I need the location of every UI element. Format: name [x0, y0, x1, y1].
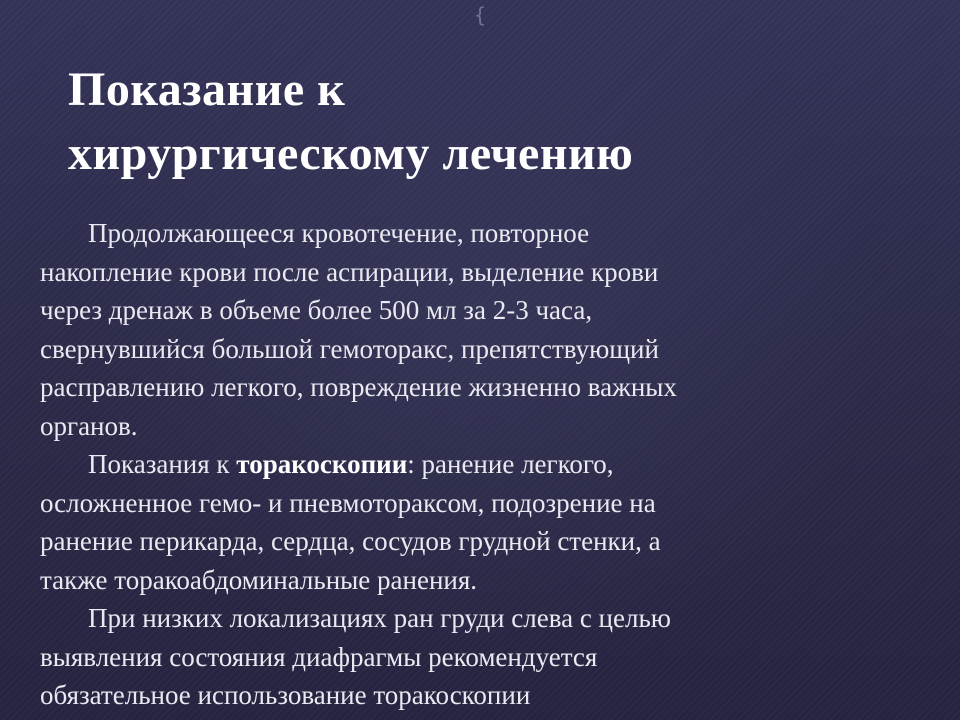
- title-line-1: Показание к: [68, 63, 346, 116]
- brace-decoration-icon: {: [473, 3, 487, 27]
- text-line: также торакоабдоминальные ранения.: [40, 564, 478, 595]
- text-line: накопление крови после аспирации, выделение крови: [40, 256, 659, 287]
- text-line: Продолжающееся кровотечение, повторное: [88, 218, 590, 248]
- text-line: выявления состояния диафрагмы рекомендуется: [40, 641, 598, 672]
- thoracoscopy-term: торакоскопии: [236, 449, 408, 479]
- paragraph-low-wounds: [40, 599, 920, 715]
- text-line: [40, 445, 920, 484]
- text-line: осложненное гемо- и пневмотораксом, подозрение на: [40, 487, 656, 518]
- text-line: свернувшийся большой гемоторакс, препятствующий: [40, 333, 659, 364]
- slide-title: [68, 58, 928, 186]
- text-line: ранение перикарда, сердца, сосудов грудной стенки, а: [40, 526, 661, 556]
- text-line: органов.: [40, 410, 138, 441]
- title-line-2: хирургическому лечению: [68, 127, 634, 180]
- paragraph-indications-surgery: [40, 214, 920, 445]
- text-line: При низких локализациях ран груди слева с целью: [88, 603, 671, 633]
- text-line: обязательное использование торакоскопии: [40, 680, 531, 710]
- text-line: через дренаж в объеме более 500 мл за 2-3 часа,: [40, 295, 593, 325]
- slide-body: [40, 214, 920, 715]
- paragraph-thoracoscopy-indications: [40, 445, 920, 599]
- thoracoscopy-rest: : ранение легкого,: [407, 449, 614, 479]
- thoracoscopy-lead: Показания к: [88, 449, 237, 479]
- text-line: расправлению легкого, повреждение жизненно важных: [40, 372, 677, 402]
